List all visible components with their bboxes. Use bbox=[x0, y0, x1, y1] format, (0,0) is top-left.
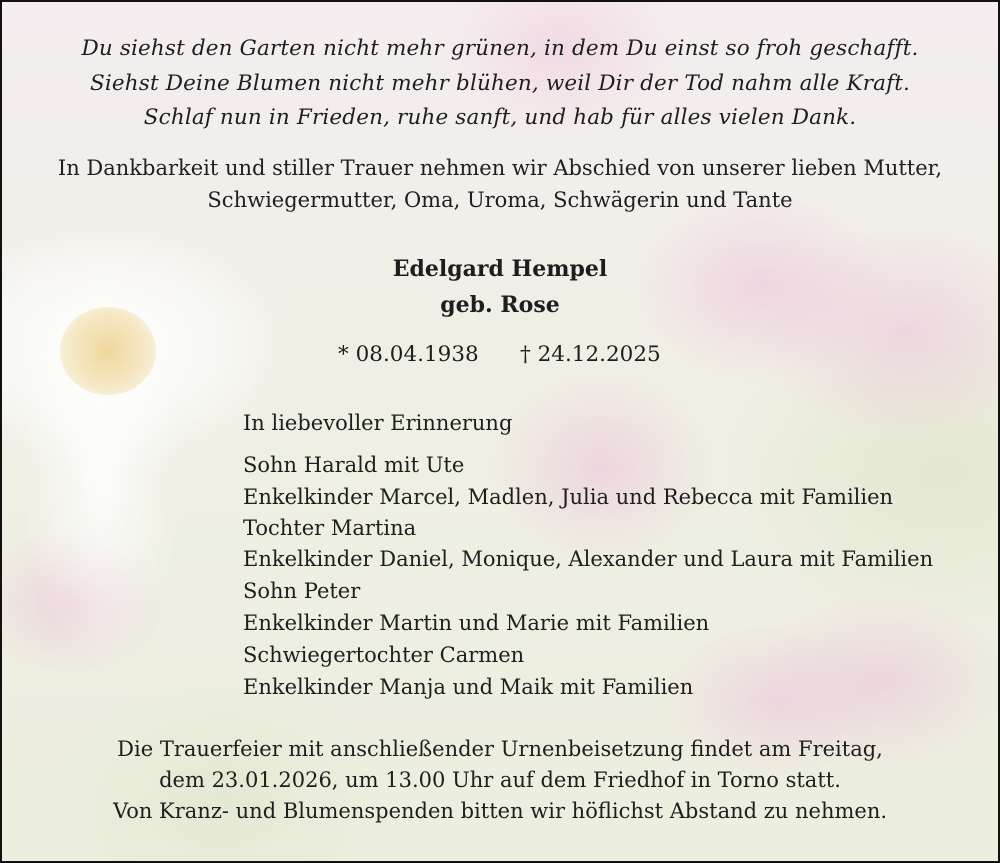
mourner-line: Schwiegertochter Carmen bbox=[243, 643, 525, 667]
deceased-birth-name: geb. Rose bbox=[440, 292, 560, 318]
mourner-line: Enkelkinder Daniel, Monique, Alexander und Laura mit Familien bbox=[243, 547, 934, 571]
mourner-line: Enkelkinder Marcel, Madlen, Julia und Rebecca mit Familien bbox=[243, 485, 894, 509]
flower-background-decoration bbox=[60, 307, 156, 395]
intro-line-2: Schwiegermutter, Oma, Uroma, Schwägerin und Tante bbox=[207, 188, 793, 212]
poem-line-3: Schlaf nun in Frieden, ruhe sanft, und hab für alles vielen Dank. bbox=[143, 105, 857, 130]
memory-heading: In liebevoller Erinnerung bbox=[243, 411, 513, 435]
poem-line-2: Siehst Deine Blumen nicht mehr blühen, weil Dir der Tod nahm alle Kraft. bbox=[90, 71, 910, 96]
deceased-name: Edelgard Hempel bbox=[392, 256, 608, 282]
mourner-line: Tochter Martina bbox=[243, 516, 417, 540]
funeral-notice-line-2: dem 23.01.2026, um 13.00 Uhr auf dem Friedhof in Torno statt. bbox=[159, 768, 841, 792]
poem-line-1: Du siehst den Garten nicht mehr grünen, in dem Du einst so froh geschafft. bbox=[81, 36, 919, 61]
death-date: † 24.12.2025 bbox=[520, 342, 661, 367]
mourner-line: Sohn Peter bbox=[243, 579, 361, 603]
mourner-line: Enkelkinder Martin und Marie mit Familien bbox=[243, 611, 710, 635]
funeral-notice-line-3: Von Kranz- und Blumenspenden bitten wir höflichst Abstand zu nehmen. bbox=[112, 799, 888, 823]
funeral-notice-line-1: Die Trauerfeier mit anschließender Urnenbeisetzung findet am Freitag, bbox=[117, 737, 883, 761]
birth-date: * 08.04.1938 bbox=[338, 342, 479, 367]
intro-line-1: In Dankbarkeit und stiller Trauer nehmen wir Abschied von unserer lieben Mutter, bbox=[57, 156, 943, 180]
mourner-line: Sohn Harald mit Ute bbox=[243, 453, 465, 477]
mourner-line: Enkelkinder Manja und Maik mit Familien bbox=[243, 675, 694, 699]
